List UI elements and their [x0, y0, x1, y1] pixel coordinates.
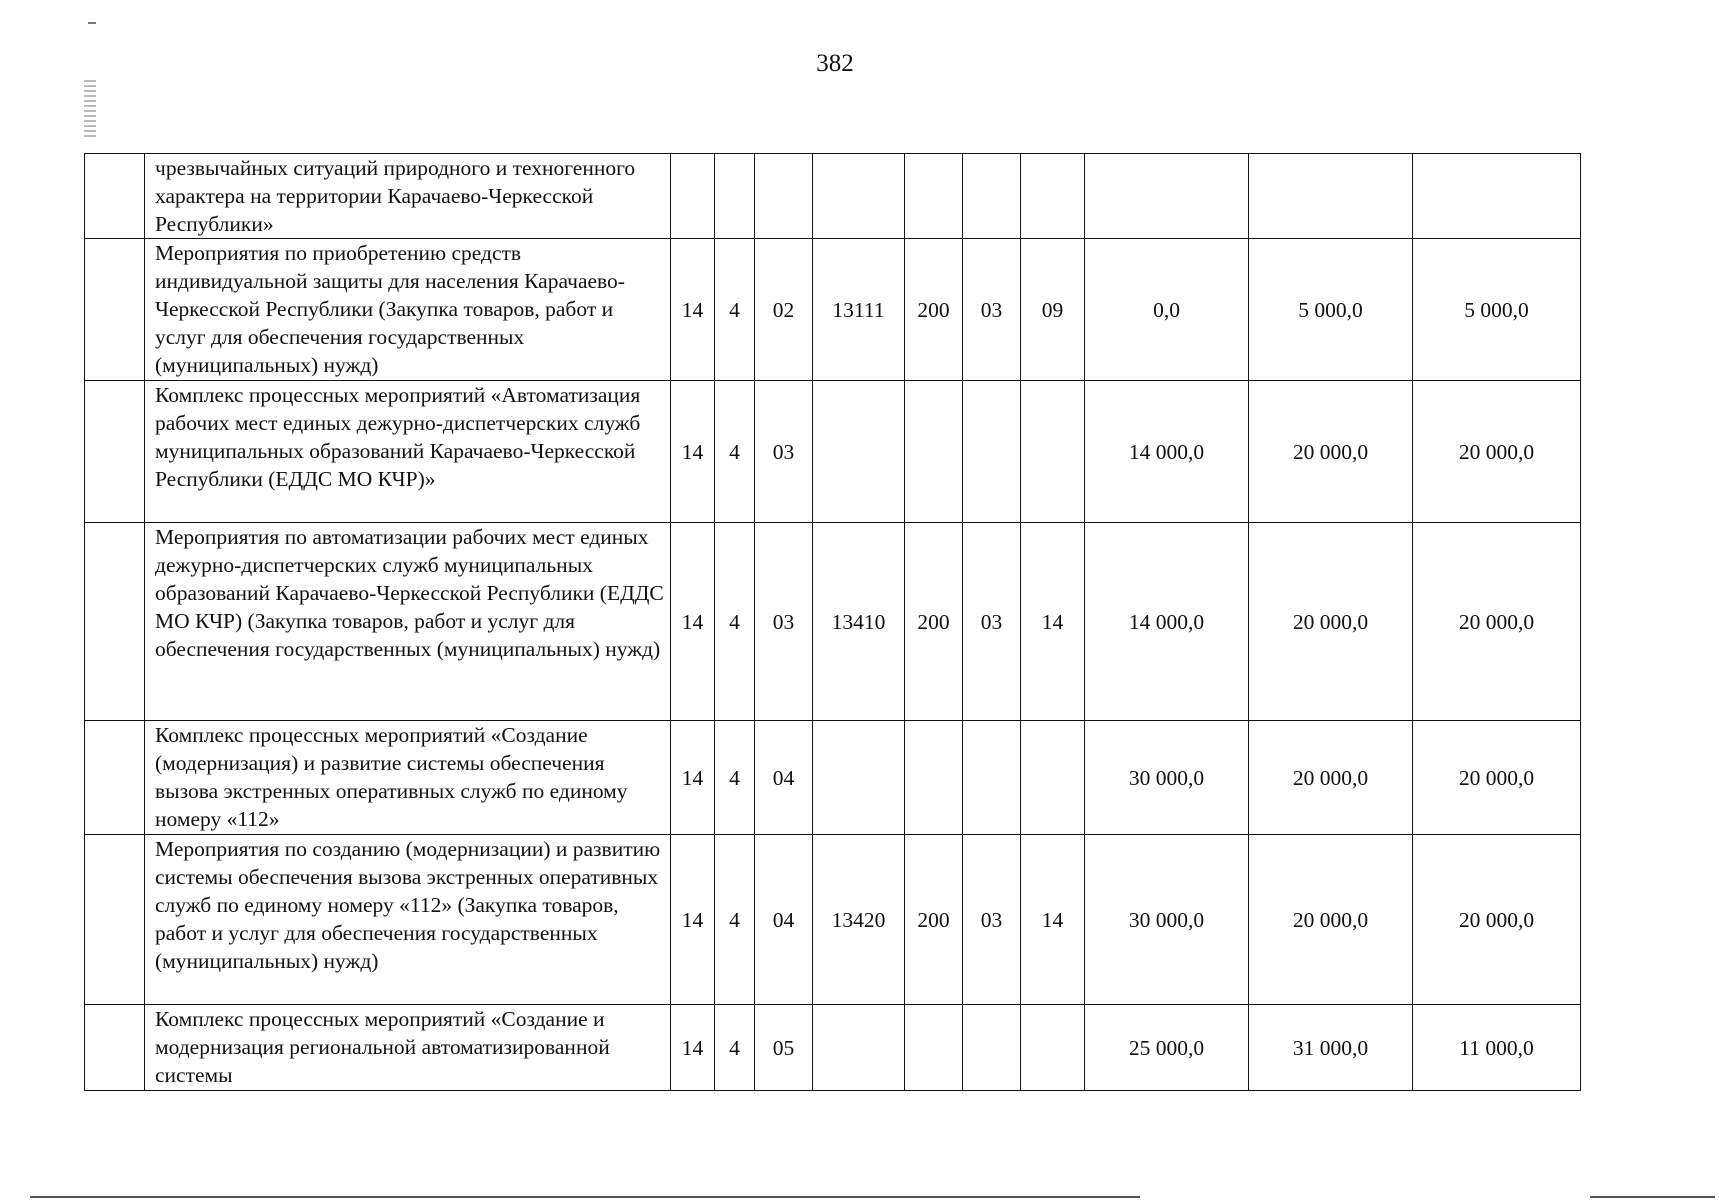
amount-year-2: 20 000,0	[1249, 721, 1413, 835]
scan-artifact-tick	[88, 22, 96, 24]
code-division: 03	[963, 523, 1021, 721]
code-section	[671, 154, 715, 239]
code-division	[963, 1005, 1021, 1091]
table-row	[85, 381, 1581, 523]
amount-year-3	[1413, 154, 1581, 239]
code-structural-element: 05	[755, 1005, 813, 1091]
scan-artifact-bottom-rule	[30, 1196, 1140, 1198]
scan-artifact-stamp	[84, 80, 96, 140]
table-row	[85, 1005, 1581, 1091]
amount-year-1: 30 000,0	[1085, 835, 1249, 1005]
code-section: 14	[671, 523, 715, 721]
code-subdivision	[1021, 721, 1085, 835]
scan-artifact-bottom-rule-right	[1590, 1196, 1715, 1198]
code-program-type: 4	[715, 721, 755, 835]
row-index-cell	[85, 523, 145, 721]
row-index-cell	[85, 381, 145, 523]
code-direction	[813, 721, 905, 835]
code-subdivision: 14	[1021, 835, 1085, 1005]
amount-year-1	[1085, 154, 1249, 239]
code-structural-element: 04	[755, 721, 813, 835]
row-index-cell	[85, 239, 145, 381]
code-subdivision: 09	[1021, 239, 1085, 381]
table-row	[85, 721, 1581, 835]
code-direction: 13111	[813, 239, 905, 381]
code-expense-type: 200	[905, 523, 963, 721]
row-description: Мероприятия по автоматизации рабочих мест единых дежурно-диспетчерских служб муниципальных образований Карачаево-Черкесской Республики (ЕДДС МО КЧР) (Закупка товаров, работ и услуг для обеспечения государственных (муниципальных) нужд)	[145, 523, 671, 721]
amount-year-2: 20 000,0	[1249, 523, 1413, 721]
code-division: 03	[963, 239, 1021, 381]
row-description: чрезвычайных ситуаций природного и техногенного характера на территории Карачаево-Черкесской Республики»	[145, 154, 671, 239]
amount-year-1: 25 000,0	[1085, 1005, 1249, 1091]
row-index-cell	[85, 1005, 145, 1091]
code-expense-type	[905, 721, 963, 835]
code-section: 14	[671, 239, 715, 381]
code-expense-type	[905, 1005, 963, 1091]
amount-year-2	[1249, 154, 1413, 239]
code-direction	[813, 154, 905, 239]
row-description: Комплекс процессных мероприятий «Создание (модернизация) и развитие системы обеспечения вызова экстренных оперативных служб по единому номеру «112»	[145, 721, 671, 835]
code-program-type: 4	[715, 835, 755, 1005]
table-row	[85, 835, 1581, 1005]
budget-table	[84, 153, 1581, 1091]
amount-year-2: 20 000,0	[1249, 835, 1413, 1005]
code-subdivision	[1021, 154, 1085, 239]
code-section: 14	[671, 381, 715, 523]
amount-year-3: 20 000,0	[1413, 523, 1581, 721]
code-expense-type: 200	[905, 835, 963, 1005]
table-row	[85, 239, 1581, 381]
amount-year-1: 14 000,0	[1085, 523, 1249, 721]
code-structural-element: 03	[755, 381, 813, 523]
code-division: 03	[963, 835, 1021, 1005]
row-description: Комплекс процессных мероприятий «Автоматизация рабочих мест единых дежурно-диспетчерских служб муниципальных образований Карачаево-Черкесской Республики (ЕДДС МО КЧР)»	[145, 381, 671, 523]
code-structural-element: 02	[755, 239, 813, 381]
code-expense-type	[905, 381, 963, 523]
code-direction	[813, 1005, 905, 1091]
code-program-type: 4	[715, 523, 755, 721]
code-section: 14	[671, 1005, 715, 1091]
code-program-type: 4	[715, 239, 755, 381]
amount-year-1: 30 000,0	[1085, 721, 1249, 835]
amount-year-3: 11 000,0	[1413, 1005, 1581, 1091]
page-number: 382	[816, 50, 854, 77]
amount-year-3: 20 000,0	[1413, 835, 1581, 1005]
amount-year-1: 14 000,0	[1085, 381, 1249, 523]
amount-year-3: 20 000,0	[1413, 381, 1581, 523]
code-subdivision	[1021, 1005, 1085, 1091]
code-division	[963, 381, 1021, 523]
code-program-type: 4	[715, 1005, 755, 1091]
code-structural-element	[755, 154, 813, 239]
code-division	[963, 154, 1021, 239]
row-description: Мероприятия по созданию (модернизации) и развитию системы обеспечения вызова экстренных оперативных служб по единому номеру «112» (Закупка товаров, работ и услуг для обеспечения государственных (муниципальных) нужд)	[145, 835, 671, 1005]
code-subdivision: 14	[1021, 523, 1085, 721]
code-section: 14	[671, 835, 715, 1005]
table-row	[85, 154, 1581, 239]
code-expense-type	[905, 154, 963, 239]
row-description: Комплекс процессных мероприятий «Создание и модернизация региональной автоматизированной системы	[145, 1005, 671, 1091]
code-section: 14	[671, 721, 715, 835]
code-expense-type: 200	[905, 239, 963, 381]
code-direction: 13410	[813, 523, 905, 721]
amount-year-1: 0,0	[1085, 239, 1249, 381]
row-description: Мероприятия по приобретению средств индивидуальной защиты для населения Карачаево-Черкесской Республики (Закупка товаров, работ и услуг для обеспечения государственных (муниципальных) нужд)	[145, 239, 671, 381]
row-index-cell	[85, 154, 145, 239]
code-program-type	[715, 154, 755, 239]
amount-year-2: 5 000,0	[1249, 239, 1413, 381]
code-program-type: 4	[715, 381, 755, 523]
code-direction: 13420	[813, 835, 905, 1005]
code-direction	[813, 381, 905, 523]
code-subdivision	[1021, 381, 1085, 523]
code-division	[963, 721, 1021, 835]
amount-year-2: 31 000,0	[1249, 1005, 1413, 1091]
amount-year-3: 20 000,0	[1413, 721, 1581, 835]
row-index-cell	[85, 835, 145, 1005]
table-row	[85, 523, 1581, 721]
amount-year-3: 5 000,0	[1413, 239, 1581, 381]
row-index-cell	[85, 721, 145, 835]
code-structural-element: 04	[755, 835, 813, 1005]
amount-year-2: 20 000,0	[1249, 381, 1413, 523]
code-structural-element: 03	[755, 523, 813, 721]
